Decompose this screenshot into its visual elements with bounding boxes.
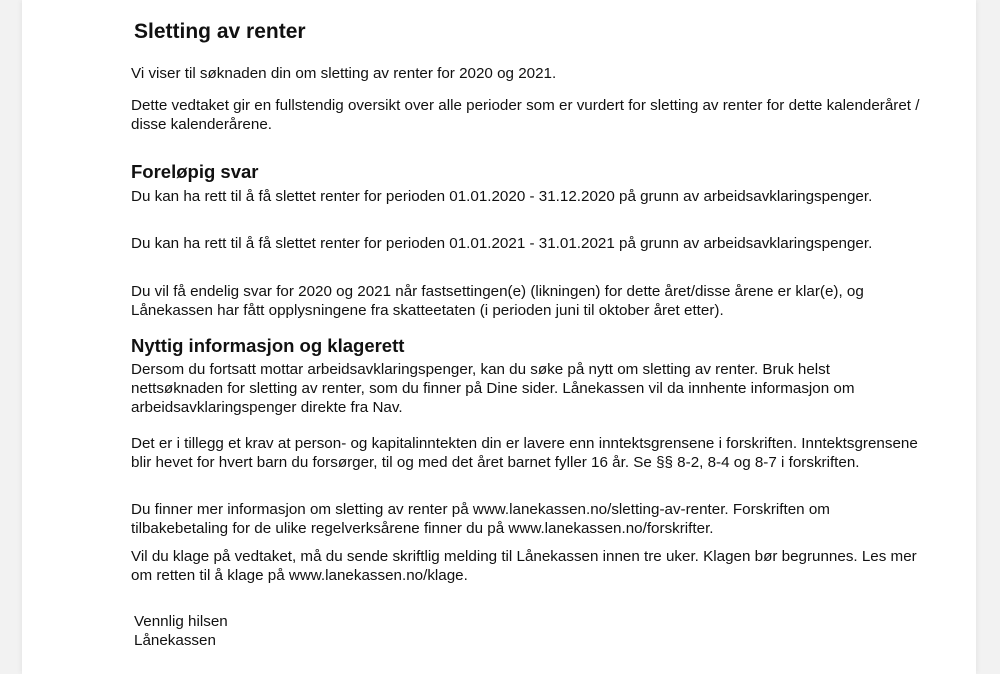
info-paragraph: Vil du klage på vedtaket, må du sende skriftlig melding til Lånekassen innen tre uker. Klagen bør begrunnes. Les mer om retten til å klage på www.lanekassen.no/klage.	[131, 548, 917, 584]
preliminary-paragraph: Du kan ha rett til å få slettet renter for perioden 01.01.2021 - 31.01.2021 på grunn av arbeidsavklaringspenger.	[131, 235, 873, 252]
info-paragraph: Dersom du fortsatt mottar arbeidsavklaringspenger, kan du søke på nytt om sletting av renter. Bruk helst nettsøknaden for sletting av renter, som du finner på Dine sider. Lånekassen vil da innhente informasjon om arbeidsavklaringspenger direkte fra Nav.	[131, 361, 855, 416]
preliminary-paragraph: Du kan ha rett til å få slettet renter for perioden 01.01.2020 - 31.12.2020 på grunn av arbeidsavklaringspenger.	[131, 188, 873, 205]
preliminary-heading: Foreløpig svar	[131, 161, 259, 182]
document-page	[22, 0, 976, 674]
info-paragraph: Du finner mer informasjon om sletting av renter på www.lanekassen.no/sletting-av-renter. Forskriften om tilbakebetaling for de ulike regelverksårene finner du på www.lanekassen.no/forskrifter.	[131, 501, 830, 537]
signature-sender: Lånekassen	[134, 632, 216, 649]
info-heading: Nyttig informasjon og klagerett	[131, 335, 405, 356]
preliminary-paragraph: Du vil få endelig svar for 2020 og 2021 når fastsettingen(e) (likningen) for dette året/disse årene er klar(e), og Lånekassen har fått opplysningene fra skatteetaten (i perioden juni til oktober året etter).	[131, 283, 864, 319]
intro-paragraph: Dette vedtaket gir en fullstendig oversikt over alle perioder som er vurdert for sletting av renter for dette kalenderåret / disse kalenderårene.	[131, 97, 920, 133]
intro-paragraph: Vi viser til søknaden din om sletting av renter for 2020 og 2021.	[131, 65, 557, 82]
document-title: Sletting av renter	[134, 20, 306, 43]
info-paragraph: Det er i tillegg et krav at person- og kapitalinntekten din er lavere enn inntektsgrensene i forskriften. Inntektsgrensene blir hevet for hvert barn du forsørger, til og med det året barnet fyller 16 år. Se §§ 8-2, 8-4 og 8-7 i forskriften.	[131, 435, 918, 471]
signature-greeting: Vennlig hilsen	[134, 613, 228, 630]
